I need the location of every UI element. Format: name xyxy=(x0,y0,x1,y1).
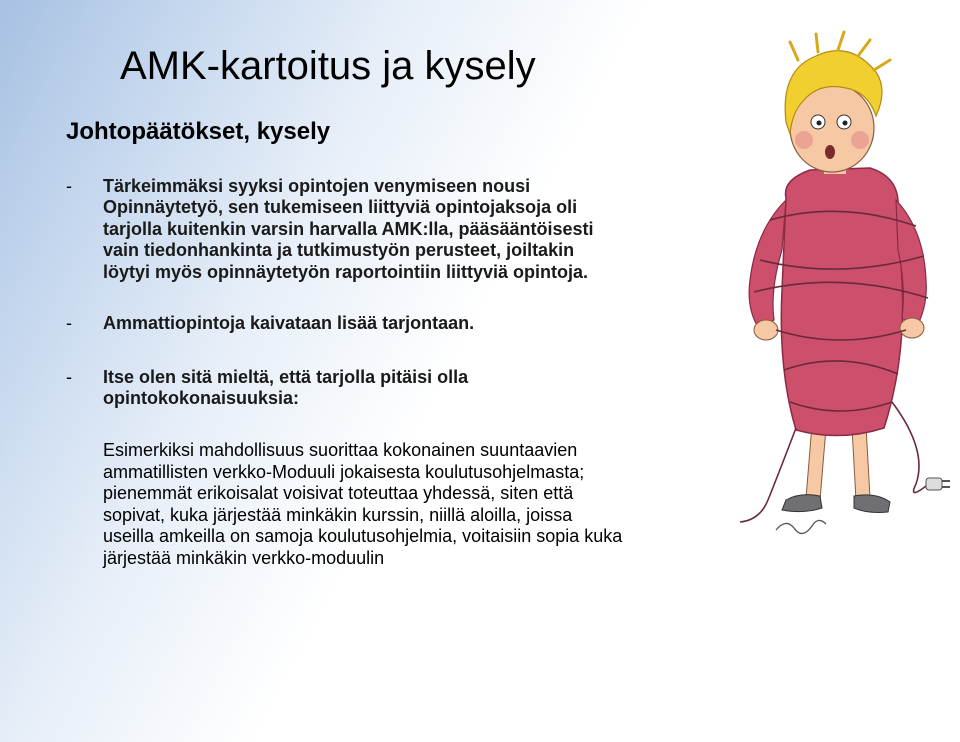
example-line: useilla amkeilla on samoja koulutusohjelmia, voitaisiin sopia kuka xyxy=(103,526,623,546)
bullet-line: Tärkeimmäksi syyksi opintojen venymiseen nousi xyxy=(103,176,531,196)
plug-icon xyxy=(926,478,950,490)
example-line: ammatillisten verkko-Moduuli jokaisesta koulutusohjelmasta; xyxy=(103,461,585,482)
slide-title: AMK-kartoitus ja kysely xyxy=(120,44,536,88)
bullet-line: löytyi myös opinnäytetyön raportointiin liittyviä opintoja. xyxy=(103,261,589,282)
example-line: pienemmät erikoisalat voisivat toteuttaa yhdessä, siten että xyxy=(103,483,574,503)
bullet-marker: - xyxy=(66,313,72,333)
woman-tangled-in-cable-illustration xyxy=(720,30,960,560)
bullet-marker: - xyxy=(66,176,72,196)
bullet-line: vain tiedonhankinta ja tutkimustyön perusteet, joiltakin xyxy=(103,240,575,261)
slide-subtitle: Johtopäätökset, kysely xyxy=(66,118,331,145)
bullet-line: opintokokonaisuuksia: xyxy=(103,388,300,409)
bullet-line: Ammattiopintoja kaivataan lisää tarjontaan. xyxy=(103,313,475,333)
bullet-line: tarjolla kuitenkin varsin harvalla AMK:lla, pääsääntöisesti xyxy=(103,218,594,239)
example-line: järjestää minkäkin verkko-moduulin xyxy=(103,547,385,568)
bullet-text xyxy=(103,176,594,283)
bullet-text xyxy=(103,367,468,410)
bullet-line: Itse olen sitä mieltä, että tarjolla pitäisi olla xyxy=(103,367,469,387)
bullet-marker: - xyxy=(66,367,72,387)
example-line: sopivat, kuka järjestää minkäkin kurssin, niillä aloilla, joissa xyxy=(103,504,573,525)
bullet-line: Opinnäytetyö, sen tukemiseen liittyviä opintojaksoja oli xyxy=(103,197,578,218)
bullet-text xyxy=(103,313,474,334)
example-line: Esimerkiksi mahdollisuus suorittaa kokonainen suuntaavien xyxy=(103,440,578,460)
example-paragraph xyxy=(103,440,622,569)
